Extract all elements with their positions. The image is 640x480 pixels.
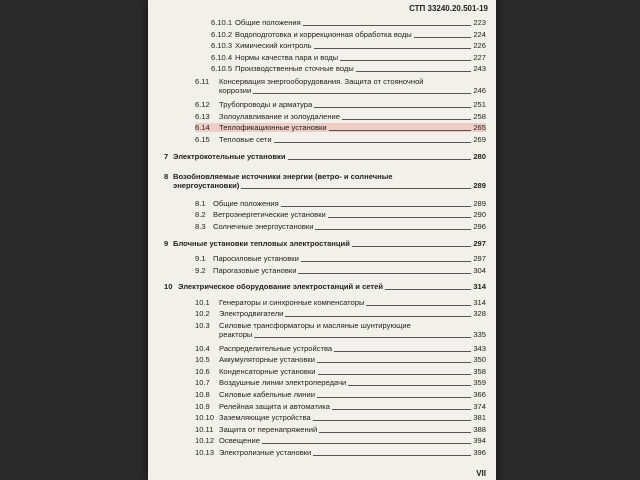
toc-entry bbox=[195, 199, 486, 208]
toc-entry-number: 10.11 bbox=[195, 424, 214, 434]
toc-leader-line bbox=[342, 112, 471, 120]
toc-leader-line bbox=[254, 330, 471, 338]
toc-entry-page: 335 bbox=[473, 329, 486, 339]
toc-leader-line bbox=[314, 100, 471, 108]
toc-entry bbox=[195, 355, 486, 364]
toc-entry bbox=[164, 152, 486, 161]
toc-entry-title: Воздушные линии электропередачи bbox=[219, 378, 347, 388]
toc-entry-page: 246 bbox=[473, 86, 486, 96]
toc-entry-number: 6.15 bbox=[195, 134, 210, 144]
toc-entry bbox=[195, 100, 486, 109]
toc-entry-page: 269 bbox=[473, 134, 486, 144]
toc-leader-line bbox=[340, 53, 471, 61]
toc-entry-title: Ветроэнергетические установки bbox=[213, 210, 326, 220]
toc-leader-line bbox=[328, 210, 471, 218]
toc-entry-title: Тепловые сети bbox=[219, 134, 272, 144]
toc-entry-title: Блочные установки тепловых электростанций bbox=[173, 238, 350, 248]
toc-entry-number: 9.1 bbox=[195, 253, 206, 263]
toc-entry-number: 6.12 bbox=[195, 100, 210, 110]
toc-entry-page: 314 bbox=[473, 282, 486, 292]
toc-leader-line bbox=[274, 135, 471, 143]
toc-entry bbox=[211, 53, 486, 62]
toc-entry bbox=[164, 239, 486, 248]
toc-entry bbox=[211, 30, 486, 39]
toc-entry-title: Аккумуляторные установки bbox=[219, 355, 315, 365]
toc-leader-line bbox=[317, 390, 471, 398]
toc-entry-page: 243 bbox=[473, 64, 486, 74]
toc-entry-title: Электрическое оборудование электростанций и сетей bbox=[178, 282, 384, 292]
table-of-contents bbox=[148, 0, 496, 480]
toc-entry-number: 6.13 bbox=[195, 111, 210, 121]
toc-entry-title: Парогазовые установки bbox=[213, 265, 297, 275]
toc-leader-line bbox=[317, 355, 471, 363]
toc-entry-number: 8.1 bbox=[195, 198, 206, 208]
toc-entry-page: 394 bbox=[473, 436, 486, 446]
toc-entry bbox=[195, 222, 486, 231]
toc-entry-page: 251 bbox=[473, 100, 486, 110]
toc-entry bbox=[195, 413, 486, 422]
toc-entry-number: 6.10.3 bbox=[211, 41, 233, 51]
toc-entry-page: 297 bbox=[473, 238, 486, 248]
toc-leader-line bbox=[315, 222, 471, 230]
toc-entry bbox=[195, 135, 486, 144]
toc-entry-page: 366 bbox=[473, 390, 486, 400]
toc-entry-number: 9 bbox=[164, 238, 169, 248]
toc-entry-number: 10.6 bbox=[195, 366, 210, 376]
toc-entry-number: 10.5 bbox=[195, 355, 210, 365]
toc-entry-title: Электрокотельные установки bbox=[173, 151, 286, 161]
toc-entry-page: 224 bbox=[473, 29, 486, 39]
toc-entry-title: Конденсаторные установки bbox=[219, 366, 316, 376]
toc-entry bbox=[195, 266, 486, 275]
toc-entry-title: Общие положения bbox=[213, 198, 279, 208]
toc-entry-title: Производственные сточные воды bbox=[235, 64, 354, 74]
toc-entry bbox=[195, 448, 486, 457]
toc-leader-line bbox=[318, 367, 471, 375]
toc-leader-line bbox=[352, 239, 471, 247]
toc-leader-line bbox=[334, 344, 471, 352]
toc-leader-line bbox=[241, 181, 471, 189]
toc-entry-page: 374 bbox=[473, 401, 486, 411]
toc-entry bbox=[195, 123, 486, 132]
toc-entry-number: 8.3 bbox=[195, 221, 206, 231]
toc-entry-number: 10.10 bbox=[195, 413, 215, 423]
toc-entry-page: 381 bbox=[473, 413, 486, 423]
toc-entry bbox=[211, 18, 486, 27]
toc-entry-title: Теплофикационные установки bbox=[219, 123, 327, 133]
toc-leader-line bbox=[281, 199, 471, 207]
toc-entry-page: 328 bbox=[473, 309, 486, 319]
toc-entry-title: Солнечные энергоустановки bbox=[213, 221, 314, 231]
toc-entry-title: Нормы качества пара и воды bbox=[235, 52, 339, 62]
toc-entry-page: 297 bbox=[473, 253, 486, 263]
toc-entry bbox=[195, 254, 486, 263]
toc-entry-page: 359 bbox=[473, 378, 486, 388]
toc-entry-number: 7 bbox=[164, 151, 169, 161]
toc-entry bbox=[195, 344, 486, 353]
toc-leader-line bbox=[262, 436, 471, 444]
toc-entry-number: 10.9 bbox=[195, 401, 210, 411]
toc-leader-line bbox=[414, 30, 471, 38]
toc-leader-line bbox=[329, 123, 471, 131]
toc-entry-page: 227 bbox=[473, 52, 486, 62]
toc-entry-title: Освещение bbox=[219, 436, 260, 446]
toc-entry-title: Электролизные установки bbox=[219, 448, 312, 457]
toc-entry-number: 8.2 bbox=[195, 210, 206, 220]
toc-leader-line bbox=[298, 266, 471, 274]
toc-entry-number: 10.4 bbox=[195, 343, 210, 353]
toc-entry-page: 304 bbox=[473, 265, 486, 275]
toc-entry-number: 6.14 bbox=[195, 123, 210, 133]
toc-leader-line bbox=[319, 425, 471, 433]
toc-entry-number: 10.13 bbox=[195, 448, 215, 457]
toc-entry-title-continued: энергоустановки) bbox=[173, 181, 240, 190]
toc-entry-title: Силовые кабельные линии bbox=[219, 390, 315, 400]
toc-entry bbox=[195, 210, 486, 219]
toc-entry-title: Общие положения bbox=[235, 18, 301, 27]
toc-entry-title: Релейная защита и автоматика bbox=[219, 401, 330, 411]
toc-entry-title: Водоподготовка и коррекционная обработка воды bbox=[235, 29, 412, 39]
toc-leader-line bbox=[332, 402, 471, 410]
toc-entry-title: Распределительные устройства bbox=[219, 343, 333, 353]
toc-leader-line bbox=[313, 413, 471, 421]
toc-entry-number: 6.10.4 bbox=[211, 52, 233, 62]
toc-entry-number: 8 bbox=[164, 172, 169, 181]
toc-entry-title: Заземляющие устройства bbox=[219, 413, 311, 423]
toc-entry bbox=[211, 41, 486, 50]
toc-entry-number: 10.8 bbox=[195, 390, 210, 400]
toc-entry-page: 343 bbox=[473, 343, 486, 353]
toc-entry bbox=[195, 367, 486, 376]
toc-entry bbox=[195, 321, 486, 339]
page-number: VII bbox=[476, 469, 486, 478]
toc-leader-line bbox=[288, 152, 471, 160]
toc-entry-title: Паросиловые установки bbox=[213, 253, 299, 263]
toc-entry-number: 6.11 bbox=[195, 77, 210, 87]
toc-entry bbox=[195, 112, 486, 121]
toc-entry-number: 6.10.5 bbox=[211, 64, 233, 74]
toc-entry bbox=[195, 77, 486, 95]
toc-leader-line bbox=[301, 254, 471, 262]
toc-entry-title-continued: реакторы bbox=[219, 329, 253, 339]
toc-leader-line bbox=[253, 86, 471, 94]
toc-entry bbox=[195, 298, 486, 307]
toc-entry bbox=[164, 282, 486, 291]
toc-entry-page: 289 bbox=[473, 198, 486, 208]
toc-entry-number: 10 bbox=[164, 282, 173, 292]
toc-entry-page: 388 bbox=[473, 424, 486, 434]
toc-entry bbox=[164, 172, 486, 190]
toc-entry-number: 10.1 bbox=[195, 297, 210, 307]
toc-entry-page: 396 bbox=[473, 448, 486, 457]
toc-entry bbox=[195, 402, 486, 411]
toc-entry bbox=[211, 64, 486, 73]
toc-entry-page: 265 bbox=[473, 123, 486, 133]
toc-entry bbox=[195, 390, 486, 399]
toc-entry-title: Генераторы и синхронные компенсаторы bbox=[219, 297, 365, 307]
toc-entry-page: 280 bbox=[473, 151, 486, 161]
toc-entry-page: 358 bbox=[473, 366, 486, 376]
toc-leader-line bbox=[366, 298, 471, 306]
toc-entry-page: 289 bbox=[473, 181, 486, 190]
toc-leader-line bbox=[285, 309, 471, 317]
toc-entry-number: 10.7 bbox=[195, 378, 210, 388]
toc-entry-number: 6.10.2 bbox=[211, 29, 233, 39]
toc-leader-line bbox=[348, 378, 471, 386]
toc-entry-page: 258 bbox=[473, 111, 486, 121]
toc-entry-title: Консервация энергооборудования. Защита от стояночной bbox=[219, 77, 424, 87]
toc-entry-number: 10.3 bbox=[195, 320, 210, 330]
document-page bbox=[148, 0, 496, 480]
toc-entry-page: 350 bbox=[473, 355, 486, 365]
toc-entry-number: 9.2 bbox=[195, 265, 206, 275]
toc-entry-number: 10.12 bbox=[195, 436, 215, 446]
toc-entry-page: 223 bbox=[473, 18, 486, 27]
toc-entry-title: Трубопроводы и арматура bbox=[219, 100, 313, 110]
toc-entry-page: 296 bbox=[473, 221, 486, 231]
toc-entry-page: 314 bbox=[473, 297, 486, 307]
toc-entry-title: Электродвигатели bbox=[219, 309, 284, 319]
toc-entry-number: 10.2 bbox=[195, 309, 210, 319]
toc-leader-line bbox=[385, 282, 471, 290]
document-code: СТП 33240.20.501-19 bbox=[409, 4, 488, 13]
toc-entry bbox=[195, 436, 486, 445]
toc-entry-title: Химический контроль bbox=[235, 41, 312, 51]
toc-entry bbox=[195, 425, 486, 434]
toc-entry-title: Силовые трансформаторы и масляные шунтирующие bbox=[219, 320, 411, 330]
toc-leader-line bbox=[314, 41, 471, 49]
toc-entry-page: 226 bbox=[473, 41, 486, 51]
toc-leader-line bbox=[313, 448, 471, 456]
toc-entry-title: Возобновляемые источники энергии (ветро- и солнечные bbox=[173, 172, 393, 181]
toc-entry-title: Защита от перенапряжений bbox=[219, 424, 318, 434]
toc-entry-number: 6.10.1 bbox=[211, 18, 233, 27]
toc-leader-line bbox=[303, 18, 471, 26]
toc-entry-title: Золоулавливание и золоудаление bbox=[219, 111, 341, 121]
toc-entry bbox=[195, 378, 486, 387]
toc-entry-title-continued: коррозии bbox=[219, 86, 252, 96]
toc-entry bbox=[195, 309, 486, 318]
toc-leader-line bbox=[356, 64, 471, 72]
toc-entry-page: 290 bbox=[473, 210, 486, 220]
